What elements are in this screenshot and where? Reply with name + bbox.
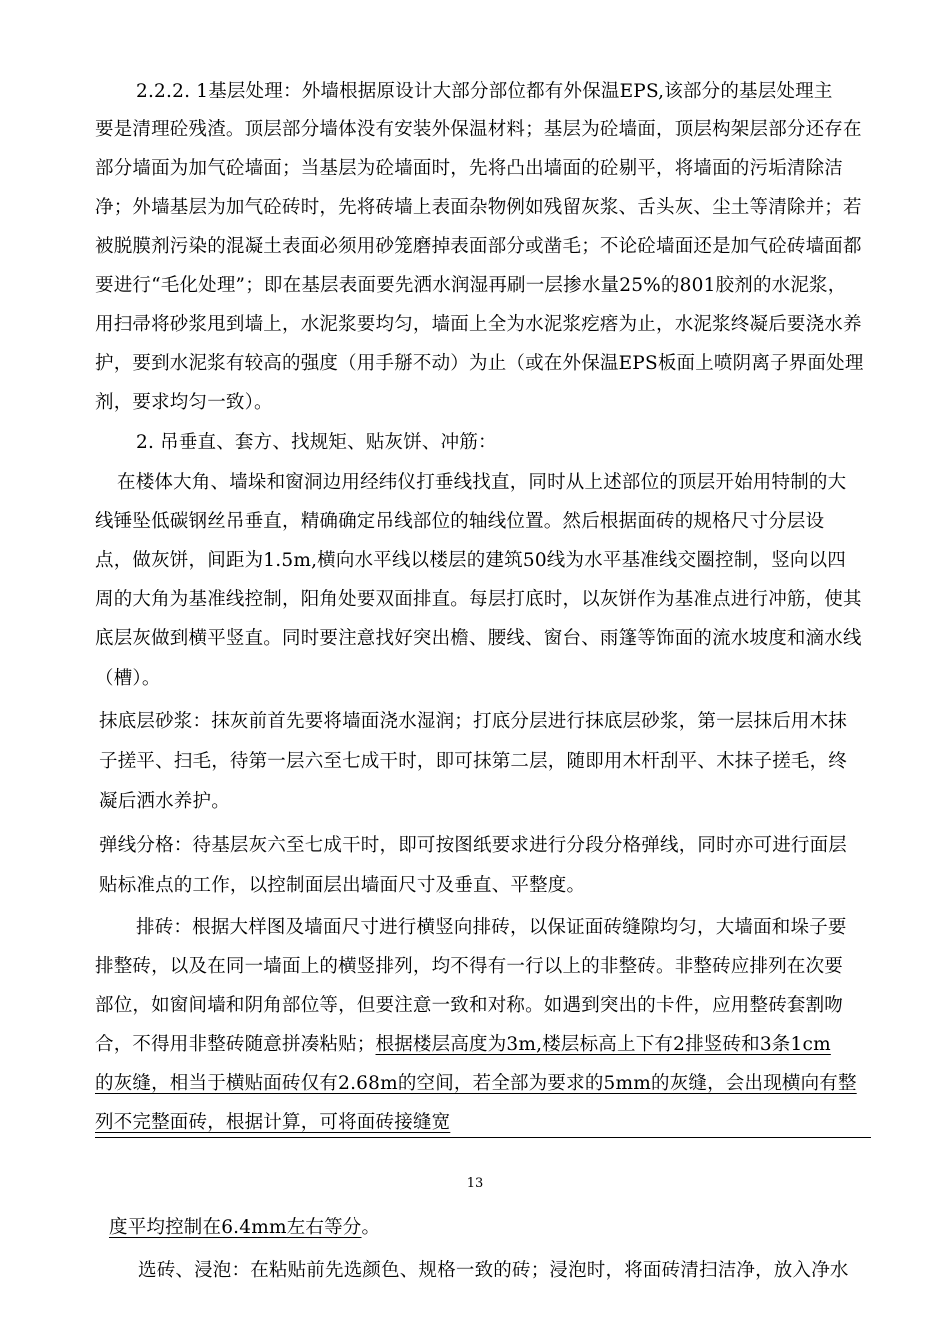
text-line: 部位，如窗间墙和阴角部位等，但要注意一致和对称。如遇到突出的卡件，应用整砖套割吻	[95, 995, 844, 1016]
text-line: （槽）。	[95, 668, 161, 689]
text-line	[109, 1216, 380, 1240]
text-line: 部分墙面为加气砼墙面；当基层为砼墙面时，先将凸出墙面的砼剔平，将墙面的污垢清除洁	[95, 158, 844, 179]
text-line: 底层灰做到横平竖直。同时要注意找好突出檐、腰线、窗台、雨篷等饰面的流水坡度和滴水线	[95, 628, 862, 649]
text-line: 选砖、浸泡：在粘贴前先选颜色、规格一致的砖；浸泡时，将面砖清扫洁净，放入净水	[138, 1260, 849, 1281]
text-plain: 合，不得用非整砖随意拼凑粘贴；	[95, 1034, 376, 1055]
text-line: 周的大角为基准线控制，阳角处要双面排直。每层打底时，以灰饼作为基准点进行冲筋，使其	[95, 589, 862, 610]
text-line: 要是清理砼残渣。顶层部分墙体没有安装外保温材料；基层为砼墙面，顶层构架层部分还存在	[95, 119, 862, 140]
text-line: 在楼体大角、墙垛和窗洞边用经纬仪打垂线找直，同时从上述部位的顶层开始用特制的大	[117, 472, 847, 493]
text-line: 排砖：根据大样图及墙面尺寸进行横竖向排砖，以保证面砖缝隙均匀，大墙面和垛子要	[136, 917, 847, 938]
text-line: 被脱膜剂污染的混凝土表面必须用砂笼磨掉表面部分或凿毛；不论砼墙面还是加气砼砖墙面都	[95, 236, 862, 257]
text-line: 用扫帚将砂浆甩到墙上，水泥浆要均匀，墙面上全为水泥浆疙瘩为止，水泥浆终凝后要浇水养	[95, 314, 862, 335]
page-number: 13	[466, 1176, 484, 1191]
text-line-underlined: 的灰缝，相当于横贴面砖仅有2.68m的空间，若全部为要求的5mm的灰缝，会出现横向有整	[95, 1073, 857, 1094]
text-line: 剂，要求均匀一致）。	[95, 392, 273, 413]
text-line: 抹底层砂浆：抹灰前首先要将墙面浇水湿润；打底分层进行抹底层砂浆，第一层抹后用木抹	[99, 711, 848, 732]
text-line: 2.2.2. 1基层处理：外墙根据原设计大部分部位都有外保温EPS,该部分的基层处理主	[136, 81, 833, 102]
text-line: 贴标准点的工作，以控制面层出墙面尺寸及垂直、平整度。	[99, 875, 586, 896]
text-underlined: 度平均控制在6.4mm左右等分	[109, 1217, 362, 1238]
text-line-underlined: 列不完整面砖，根据计算，可将面砖接缝宽	[95, 1112, 451, 1133]
text-plain: 。	[361, 1217, 381, 1238]
text-line: 弹线分格：待基层灰六至七成干时，即可按图纸要求进行分段分格弹线，同时亦可进行面层	[99, 835, 848, 856]
text-line: 点，做灰饼，间距为1.5m,横向水平线以楼层的建筑50线为水平基准线交圈控制，竖向以四	[95, 550, 846, 571]
text-line: 子搓平、扫毛，待第一层六至七成干时，即可抹第二层，随即用木杆刮平、木抹子搓毛，终	[99, 751, 848, 772]
text-line: 线锤坠低碳钢丝吊垂直，精确确定吊线部位的轴线位置。然后根据面砖的规格尺寸分层设	[95, 511, 825, 532]
text-underlined: 根据楼层高度为3m,楼层标高上下有2排竖砖和3条1cm	[375, 1034, 831, 1055]
section-heading: 2. 吊垂直、套方、找规矩、贴灰饼、冲筋：	[136, 432, 497, 453]
text-line: 净；外墙基层为加气砼砖时，先将砖墙上表面杂物例如残留灰浆、舌头灰、尘土等清除并；若	[95, 197, 862, 218]
page-divider	[95, 1137, 871, 1138]
text-line: 排整砖，以及在同一墙面上的横竖排列，均不得有一行以上的非整砖。非整砖应排列在次要	[95, 956, 844, 977]
text-line	[95, 1033, 831, 1057]
text-line: 护，要到水泥浆有较高的强度（用手掰不动）为止（或在外保温EPS板面上喷阴离子界面处理	[95, 353, 864, 374]
text-line: 凝后洒水养护。	[99, 791, 230, 812]
text-line: 要进行“毛化处理”；即在基层表面要先洒水润湿再刷一层掺水量25%的801胶剂的水泥浆，	[95, 275, 847, 296]
